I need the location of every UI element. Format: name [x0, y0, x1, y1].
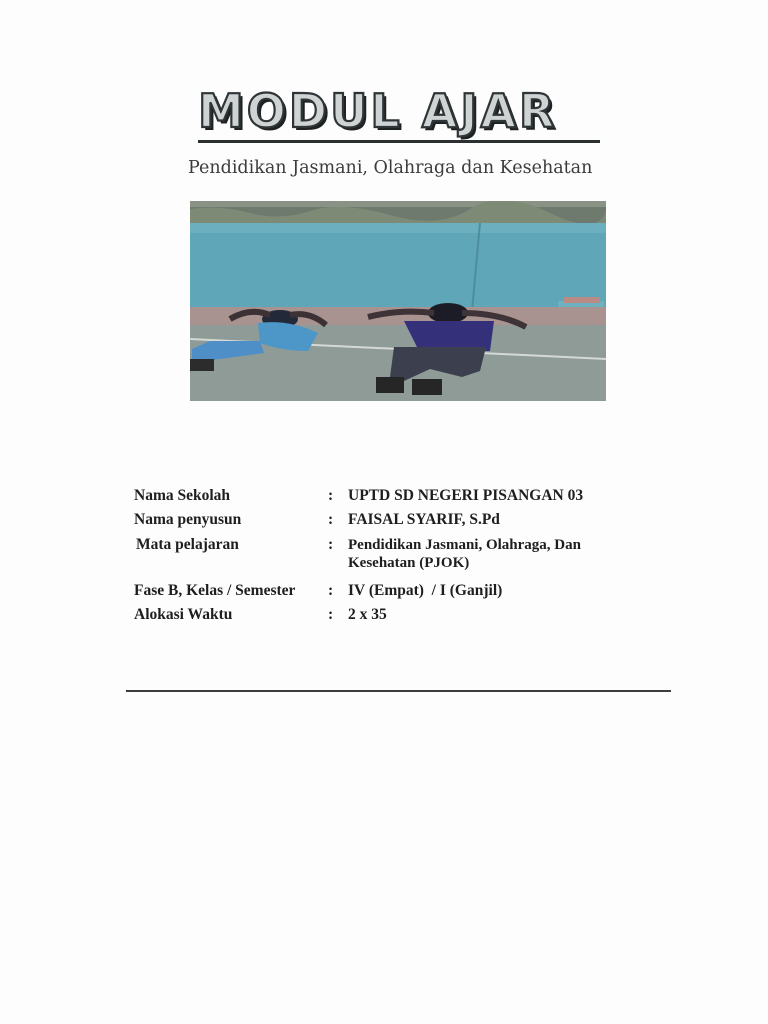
info-colon: :: [328, 487, 334, 504]
cover-photo: [190, 201, 606, 401]
info-colon: :: [328, 606, 334, 623]
info-colon: :: [328, 511, 334, 528]
info-value: IV (Empat) / I (Ganjil): [348, 582, 503, 599]
info-label: Alokasi Waktu: [134, 606, 233, 623]
divider-line: [126, 690, 671, 692]
document-title: MODUL AJAR: [198, 84, 558, 138]
info-label: Nama Sekolah: [134, 487, 231, 504]
info-row-grade: [134, 582, 654, 606]
info-value: UPTD SD NEGERI PISANGAN 03: [348, 487, 584, 504]
sit-up-exercise-image: [190, 201, 606, 401]
info-colon: :: [328, 536, 334, 553]
info-row-subject: [134, 536, 654, 582]
info-value-line: Pendidikan Jasmani, Olahraga, Dan: [348, 537, 581, 553]
module-info: [134, 487, 654, 630]
document-subtitle: Pendidikan Jasmani, Olahraga dan Kesehatan: [188, 158, 593, 178]
info-label: Mata pelajaran: [136, 536, 239, 553]
info-label: Fase B, Kelas / Semester: [134, 582, 296, 599]
title-underline: [198, 140, 600, 143]
info-row-author: [134, 511, 654, 536]
info-value: 2 x 35: [348, 606, 387, 623]
info-value: FAISAL SYARIF, S.Pd: [348, 511, 500, 528]
info-row-school: [134, 487, 654, 511]
info-value-line: Kesehatan (PJOK): [348, 555, 470, 571]
info-label: Nama penyusun: [134, 511, 242, 528]
info-value: [348, 536, 654, 572]
title-block: [190, 82, 620, 152]
info-colon: :: [328, 582, 334, 599]
info-row-time: [134, 606, 654, 630]
